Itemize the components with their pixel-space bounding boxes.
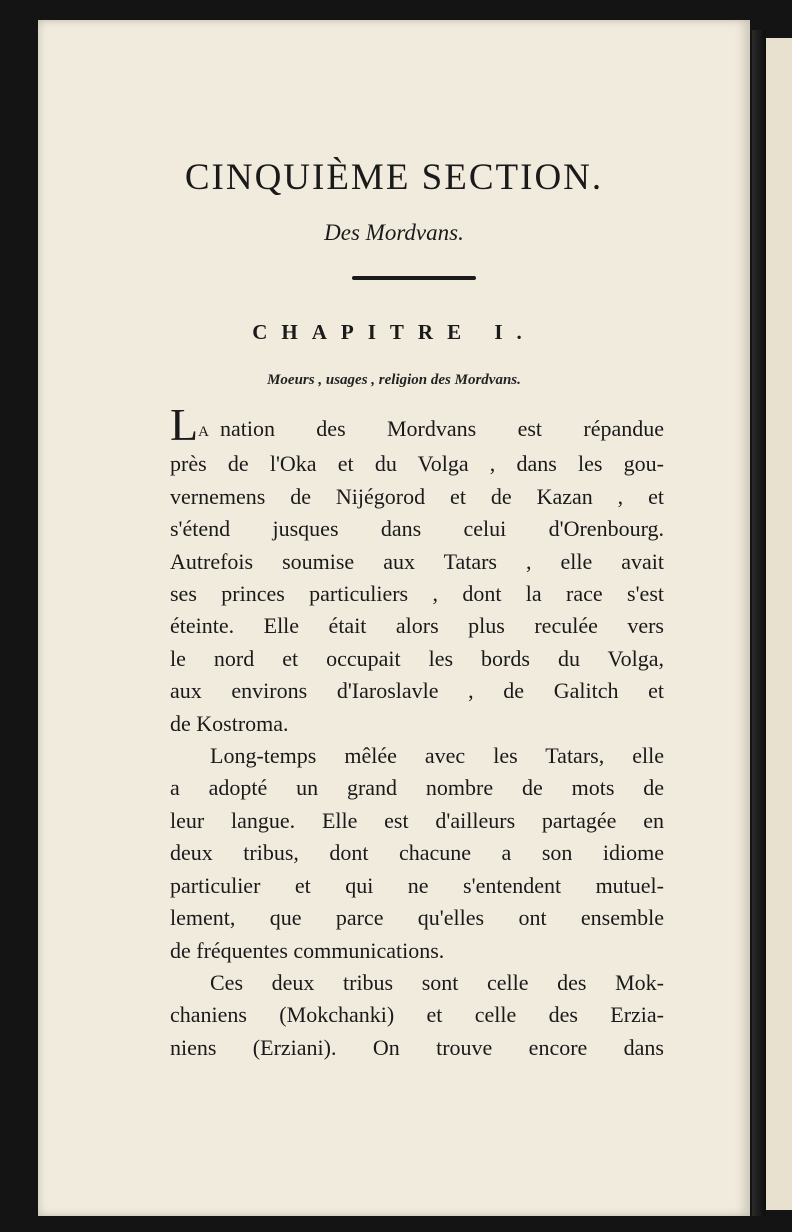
- text-line: Long-temps mêlée avec les Tatars, elle: [210, 743, 664, 769]
- text-line: lement, que parce qu'elles ont ensemble: [170, 905, 664, 931]
- text-line: de fréquentes communications.: [170, 937, 445, 963]
- drop-cap: L: [170, 399, 199, 450]
- text-line: éteinte. Elle était alors plus reculée vers: [170, 613, 664, 639]
- chapter-heading: CHAPITRE I.: [252, 320, 536, 344]
- section-subtitle: Des Mordvans.: [324, 220, 464, 245]
- text-line: près de l'Oka et du Volga , dans les gou-: [170, 451, 664, 477]
- text-line: deux tribus, dont chacune a son idiome: [170, 840, 664, 866]
- text-line: [170, 399, 664, 450]
- chapter-subtitle: Moeurs , usages , religion des Mordvans.: [267, 372, 521, 388]
- next-page-edge: [766, 38, 792, 1210]
- text-line: de Kostroma.: [170, 710, 289, 736]
- drop-cap-continuation: A: [198, 424, 210, 440]
- text-line: a adopté un grand nombre de mots de: [170, 775, 664, 801]
- text-line: leur langue. Elle est d'ailleurs partagée en: [170, 807, 664, 833]
- text-line-content: nation des Mordvans est répandue: [219, 416, 664, 441]
- paragraph: [170, 399, 664, 740]
- text-line: ses princes particuliers , dont la race s'est: [170, 581, 664, 607]
- book-page: [38, 20, 750, 1216]
- text-line: Ces deux tribus sont celle des Mok-: [210, 969, 664, 995]
- decorative-rule: [352, 276, 476, 280]
- text-line: s'étend jusques dans celui d'Orenbourg.: [170, 516, 664, 542]
- text-line: vernemens de Nijégorod et de Kazan , et: [170, 483, 664, 509]
- text-line: le nord et occupait les bords du Volga,: [170, 645, 664, 671]
- text-line: Autrefois soumise aux Tatars , elle avait: [170, 548, 664, 574]
- text-line: particulier et qui ne s'entendent mutuel-: [170, 872, 664, 898]
- page-edge-shadow: [752, 30, 766, 1216]
- section-title: CINQUIÈME SECTION.: [184, 157, 604, 198]
- paragraph: [170, 740, 664, 967]
- body-text: [170, 399, 664, 1064]
- text-line: niens (Erziani). On trouve encore dans: [170, 1034, 664, 1060]
- paragraph: [170, 967, 664, 1064]
- text-line: chaniens (Mokchanki) et celle des Erzia-: [170, 1002, 664, 1028]
- text-line: aux environs d'Iaroslavle , de Galitch et: [170, 678, 664, 704]
